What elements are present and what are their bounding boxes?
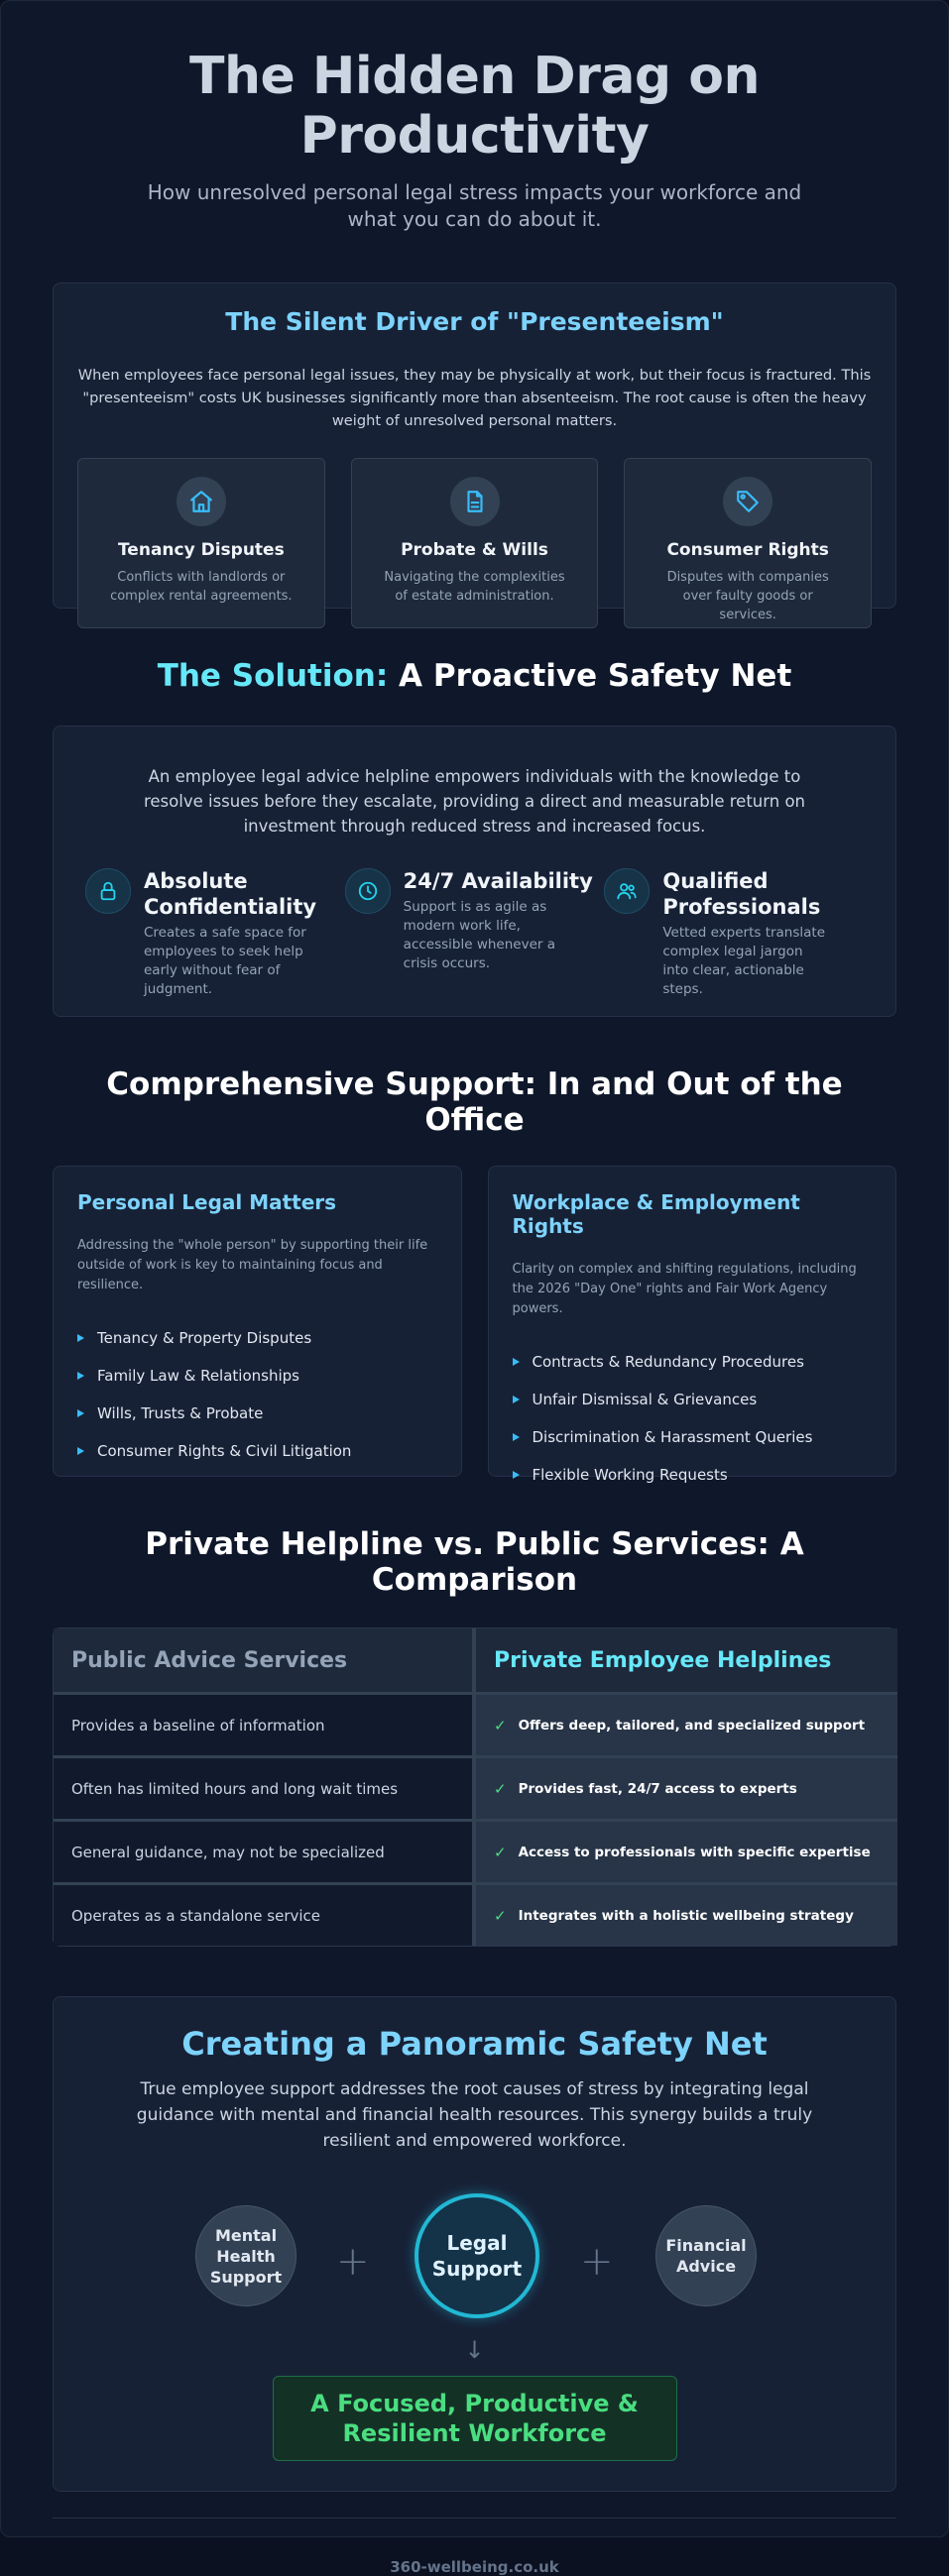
arrow-down-icon: ↓ <box>464 2336 485 2364</box>
list-item: Tenancy & Property Disputes <box>77 1319 437 1357</box>
bullet-arrow-icon <box>513 1471 520 1479</box>
public-cell: Provides a baseline of information <box>54 1692 476 1755</box>
feature-text: Vetted experts translate complex legal jargon into clear, actionable steps. <box>662 925 826 997</box>
bullet-arrow-icon <box>77 1409 84 1417</box>
feature-availability <box>345 868 605 999</box>
issue-list <box>77 458 872 628</box>
public-header: Public Advice Services <box>54 1628 476 1692</box>
footer-divider <box>53 2518 896 2519</box>
list-item: Family Law & Relationships <box>77 1357 437 1395</box>
bullet-arrow-icon <box>77 1334 84 1342</box>
column-title: Workplace & Employment Rights <box>512 1190 800 1238</box>
list-item: Contracts & Redundancy Procedures <box>513 1343 873 1381</box>
clock-icon <box>345 868 391 914</box>
solution-heading <box>53 658 896 694</box>
issue-text: Navigating the complexities of estate administration. <box>384 570 565 604</box>
presenteeism-text: When employees face personal legal issues, they may be physically at work, but their focus is fractured. This "presenteeism" costs UK businesses significantly more than absenteeism. The root cause is often the heavy weight of unresolved personal matters. <box>77 367 872 429</box>
feature-title: Absolute Confidentiality <box>144 869 317 919</box>
mental-health-bubble: Mental Health Support <box>195 2205 297 2306</box>
panoramic-text: True employee support addresses the root causes of stress by integrating legal guidance with mental and financial health resources. This synergy builds a truly resilient and empowered workforce. <box>136 2079 813 2151</box>
public-cell: Operates as a standalone service <box>54 1882 476 1946</box>
check-icon: ✓ <box>494 1906 507 1925</box>
column-list <box>513 1343 873 1494</box>
bullet-arrow-icon <box>77 1372 84 1380</box>
feature-text: Creates a safe space for employees to seek help early without fear of judgment. <box>144 925 306 997</box>
tag-icon <box>723 477 772 526</box>
panoramic-title: Creating a Panoramic Safety Net <box>181 2025 768 2063</box>
check-icon: ✓ <box>494 1716 507 1735</box>
feature-text: Support is as agile as modern work life, accessible whenever a crisis occurs. <box>403 899 556 971</box>
panoramic-card <box>53 1996 896 2492</box>
feature-title: Qualified Professionals <box>662 869 821 919</box>
bullet-arrow-icon <box>513 1433 520 1441</box>
page-subtitle: How unresolved personal legal stress impacts your workforce and what you can do about it. <box>147 180 802 231</box>
lock-icon <box>85 868 131 914</box>
comparison-table <box>53 1627 896 1947</box>
bullet-arrow-icon <box>513 1358 520 1366</box>
feature-confidentiality <box>85 868 345 999</box>
list-item: Wills, Trusts & Probate <box>77 1395 437 1432</box>
bullet-arrow-icon <box>77 1447 84 1455</box>
private-header: Private Employee Helplines <box>476 1628 897 1692</box>
list-item: Consumer Rights & Civil Litigation <box>77 1432 437 1470</box>
solution-card <box>53 726 896 1017</box>
column-text: Addressing the "whole person" by supporting their life outside of work is key to maintaining focus and resilience. <box>77 1238 428 1292</box>
users-icon <box>604 868 650 914</box>
result-box: A Focused, Productive & Resilient Workforce <box>273 2376 677 2461</box>
support-columns <box>53 1166 896 1484</box>
support-diagram <box>54 2182 895 2330</box>
solution-heading-accent: The Solution: <box>157 658 389 694</box>
issue-card-consumer <box>624 458 872 628</box>
column-text: Clarity on complex and shifting regulations, including the 2026 "Day One" rights and Fair Work Agency powers. <box>512 1262 857 1316</box>
legal-support-bubble: Legal Support <box>415 2193 539 2318</box>
column-title: Personal Legal Matters <box>77 1190 337 1214</box>
footer-site-link[interactable]: 360-wellbeing.co.uk <box>390 2558 559 2576</box>
financial-advice-bubble: Financial Advice <box>655 2205 757 2306</box>
private-cell: ✓ Provides fast, 24/7 access to experts <box>476 1755 897 1819</box>
workplace-rights-card <box>488 1166 897 1484</box>
private-cell: ✓ Integrates with a holistic wellbeing strategy <box>476 1882 897 1946</box>
issue-card-tenancy <box>77 458 325 628</box>
feature-professionals <box>604 868 864 999</box>
plus-icon: + <box>336 2239 370 2285</box>
presenteeism-card <box>53 282 896 622</box>
page-title: The Hidden Drag on Productivity <box>188 47 760 166</box>
check-icon: ✓ <box>494 1843 507 1861</box>
solution-heading-rest: A Proactive Safety Net <box>388 658 792 694</box>
comparison-heading: Private Helpline vs. Public Services: A Comparison <box>145 1526 804 1598</box>
private-cell: ✓ Offers deep, tailored, and specialized support <box>476 1692 897 1755</box>
support-heading: Comprehensive Support: In and Out of the Office <box>106 1066 843 1138</box>
document-icon <box>450 477 500 526</box>
list-item: Discrimination & Harassment Queries <box>513 1418 873 1456</box>
bullet-arrow-icon <box>513 1396 520 1403</box>
feature-title: 24/7 Availability <box>403 869 593 893</box>
plus-icon: + <box>580 2239 614 2285</box>
public-cell: Often has limited hours and long wait times <box>54 1755 476 1819</box>
check-icon: ✓ <box>494 1779 507 1798</box>
column-list <box>77 1319 437 1470</box>
personal-legal-card <box>53 1166 462 1477</box>
private-cell: ✓ Access to professionals with specific expertise <box>476 1819 897 1882</box>
list-item: Flexible Working Requests <box>513 1456 873 1494</box>
issue-text: Disputes with companies over faulty goods or services. <box>666 570 829 622</box>
presenteeism-title: The Silent Driver of "Presenteeism" <box>225 307 724 336</box>
list-item: Unfair Dismissal & Grievances <box>513 1381 873 1418</box>
issue-title: Consumer Rights <box>666 540 829 560</box>
issue-card-probate <box>351 458 599 628</box>
issue-title: Tenancy Disputes <box>117 540 285 560</box>
issue-text: Conflicts with landlords or complex rental agreements. <box>110 570 293 604</box>
public-cell: General guidance, may not be specialized <box>54 1819 476 1882</box>
solution-text: An employee legal advice helpline empowers individuals with the knowledge to resolve issues before they escalate, providing a direct and measurable return on investment through reduced stress and increased focus. <box>143 767 806 836</box>
issue-title: Probate & Wills <box>401 540 548 560</box>
house-icon <box>177 477 226 526</box>
feature-list <box>85 868 864 999</box>
